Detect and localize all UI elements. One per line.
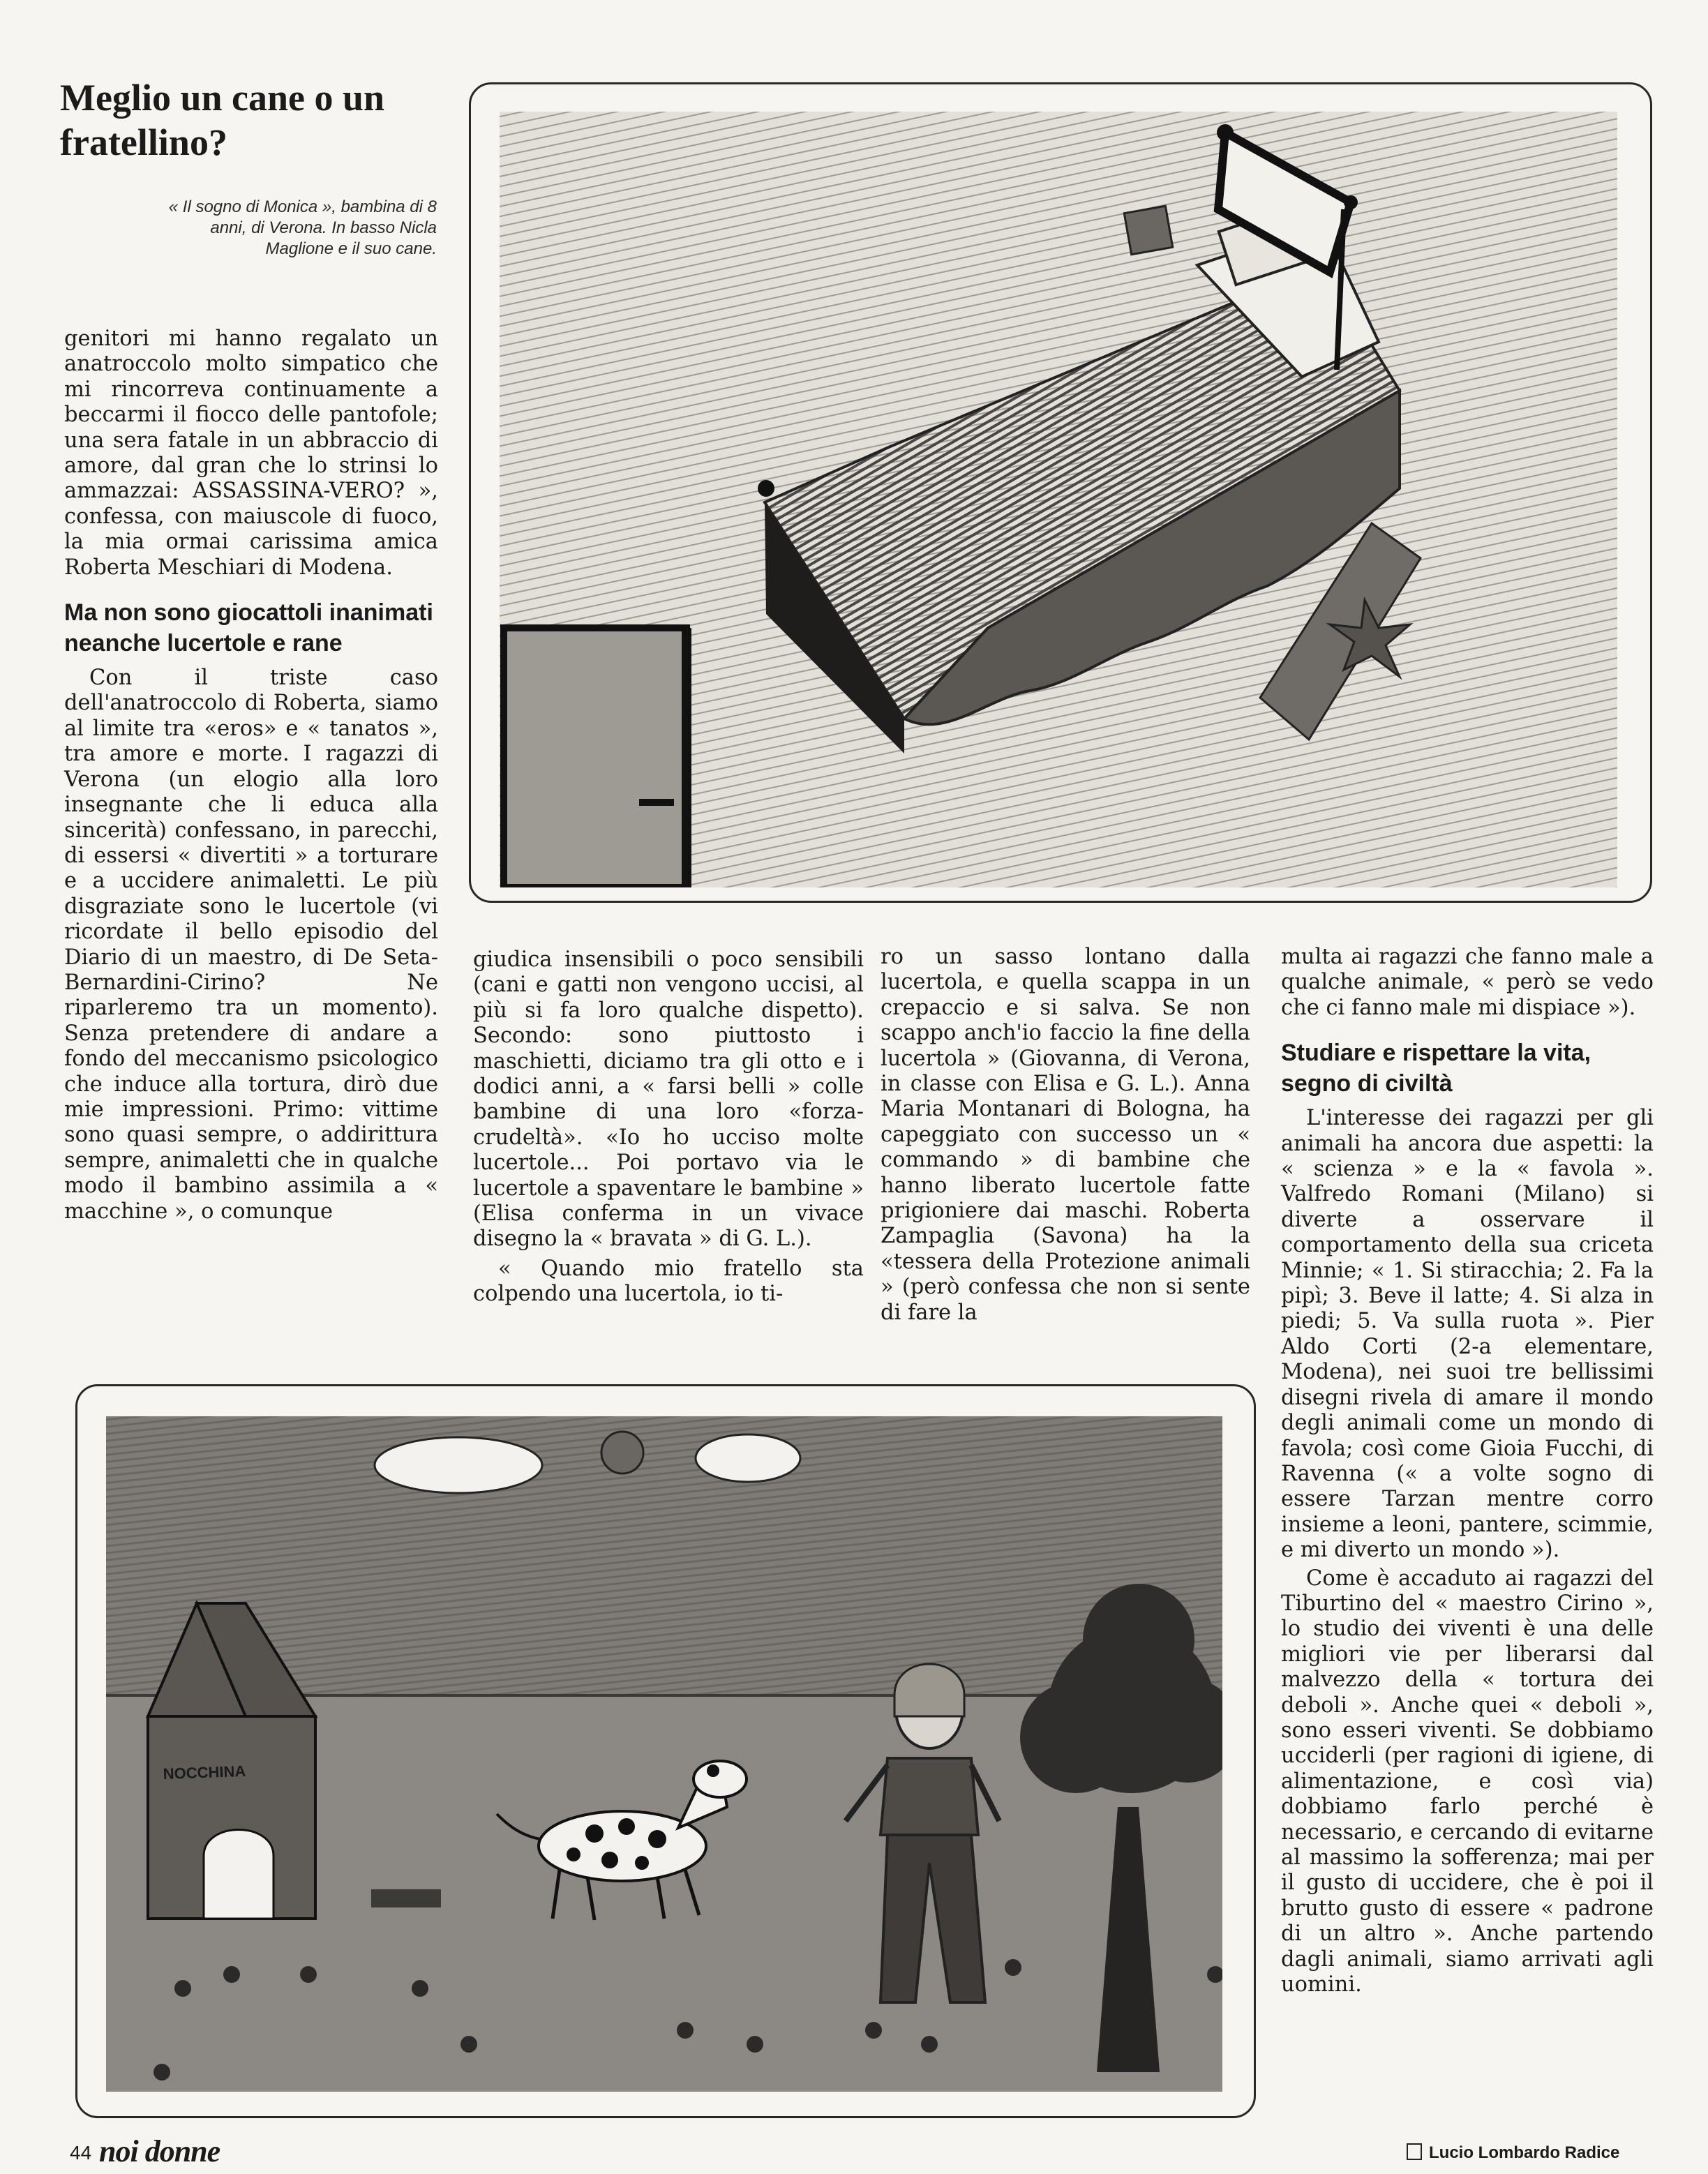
paragraph: ro un sasso lontano dalla lucertola, e quella scappa in un crepaccio e si salva. Se non scappo anch'io faccio la fine della lucertola » (Giovanna, di Verona, in classe con Elisa e G. L.). Anna Maria Montanari di Bologna, ha capeggiato con successo un « commando » di bambine che hanno liberato lucertole fatte prigioniere dai maschi. Roberta Zampaglia (Savona) ha la «tessera della Protezione animali » (però confessa che non si sente di fare la bbox=[881, 945, 1250, 1325]
sun-icon bbox=[601, 1432, 643, 1474]
paragraph: L'interesse dei ragazzi per gli animali ha ancora due aspetti: la « scienza » e la « favola ». Valfredo Romani (Milano) si diverte a osservare il comportamento della sua criceta Minnie; « 1. Si stiracchia; 2. Fa la pipì; 3. Beve il latte; 4. Si alza in piedi; 5. Va sulla ruota ». Pier Aldo Corti (2-a elementare, Modena), nei suoi tre bellissimi disegni rivela di amare il mondo degli animali come un mondo di favola; così come Gioia Fucchi, di Ravenna (« a volte sogno di essere Tarzan mentre corro insieme a leoni, pantere, scimmie, e mi diverto un mondo »). bbox=[1281, 1106, 1654, 1563]
dog-bowl-shape bbox=[371, 1889, 441, 1907]
page-number: 44 bbox=[70, 2142, 92, 2164]
drawing-dream-bed bbox=[500, 112, 1617, 887]
cloud-shape bbox=[696, 1434, 800, 1482]
subheading: Studiare e rispettare la vita, segno di civiltà bbox=[1281, 1040, 1591, 1097]
column-2 bbox=[473, 947, 864, 1307]
drawing-caption: « Il sogno di Monica », bambina di 8 anni, di Verona. In basso Nicla Maglione e il suo cane. bbox=[168, 197, 437, 258]
door-shape bbox=[504, 628, 687, 887]
paragraph: multa ai ragazzi che fanno male a qualche animale, « però se vedo che ci fanno male mi dispiace »). bbox=[1281, 945, 1654, 1020]
author-signature: Lucio Lombardo Radice bbox=[1407, 2143, 1619, 2163]
end-mark-icon bbox=[1407, 2143, 1422, 2160]
masthead-logo: noi donne bbox=[99, 2134, 220, 2168]
cloud-shape bbox=[375, 1437, 542, 1493]
drawing-girl-and-dog bbox=[106, 1416, 1222, 2092]
paragraph: genitori mi hanno regalato un anatroccolo molto simpatico che mi rincorreva continuamente a beccarmi il fiocco delle pantofole; una sera fatale in un abbraccio di amore, dal gran che lo strinsi lo ammazzai: ASSASSINA-VERO? », confessa, con maiuscole di fuoco, la mia ormai carissima amica Roberta Meschiari di Modena. bbox=[64, 327, 438, 580]
column-4 bbox=[1281, 945, 1654, 1997]
column-3 bbox=[881, 945, 1250, 1326]
column-1 bbox=[64, 327, 438, 1224]
paragraph: Come è accaduto ai ragazzi del Tiburtino del « maestro Cirino », lo studio dei viventi è una delle migliori vie per liberarsi dal malvezzo della « tortura dei deboli ». Anche quei « deboli », sono esseri viventi. Se dobbiamo ucciderli (per ragioni di igiene, di alimentazione, e così via) dobbiamo farlo perché è necessario, e cercando di evitarne al massimo la sofferenza; mai per il gusto di uccidere, che è poi il brutto gusto di essere « padrone di un altro ». Anche partendo dagli animali, siamo arrivati agli uomini. bbox=[1281, 1566, 1654, 1997]
article-title: Meglio un cane o un fratellino? bbox=[60, 77, 385, 163]
doghouse-label: NOCCHINA bbox=[163, 1762, 246, 1783]
paragraph: giudica insensibili o poco sensibili (cani e gatti non vengono uccisi, al più si fa loro qualche dispetto). Secondo: sono piuttosto i maschietti, diciamo tra gli otto e i dodici anni, a « farsi belli » colle bambine di una loro «forza-crudeltà». «Io ho ucciso molte lucertole... Poi portavo via le lucertole a spaventare le bambine » (Elisa conferma in un vivace disegno la « bravata » di G. L.). bbox=[473, 947, 864, 1252]
subheading: Ma non sono giocattoli inanimati neanche lucertole e rane bbox=[64, 599, 433, 657]
paragraph: « Quando mio fratello sta colpendo una lucertola, io ti- bbox=[473, 1256, 864, 1307]
paragraph: Con il triste caso dell'anatroccolo di Roberta, siamo al limite tra «eros» e « tanatos », tra amore e morte. I ragazzi di Verona (un elogio alla loro insegnante che li educa alla sincerità) confessano, in parecchi, di essersi « divertiti » a torturare e a uccidere animaletti. Le più disgraziate sono le lucertole (vi ricordate il bello episodio del Diario di un maestro, di De Seta-Bernardini-Cirino? Ne riparleremo tra un momento). Senza pretendere di andare a fondo del meccanismo psicologico che induce alla tortura, dirò due mie impressioni. Primo: vittime sono quasi sempre, o addirittura sempre, animaletti che in qualche modo il bambino assimila a « macchine », o comunque bbox=[64, 666, 438, 1224]
